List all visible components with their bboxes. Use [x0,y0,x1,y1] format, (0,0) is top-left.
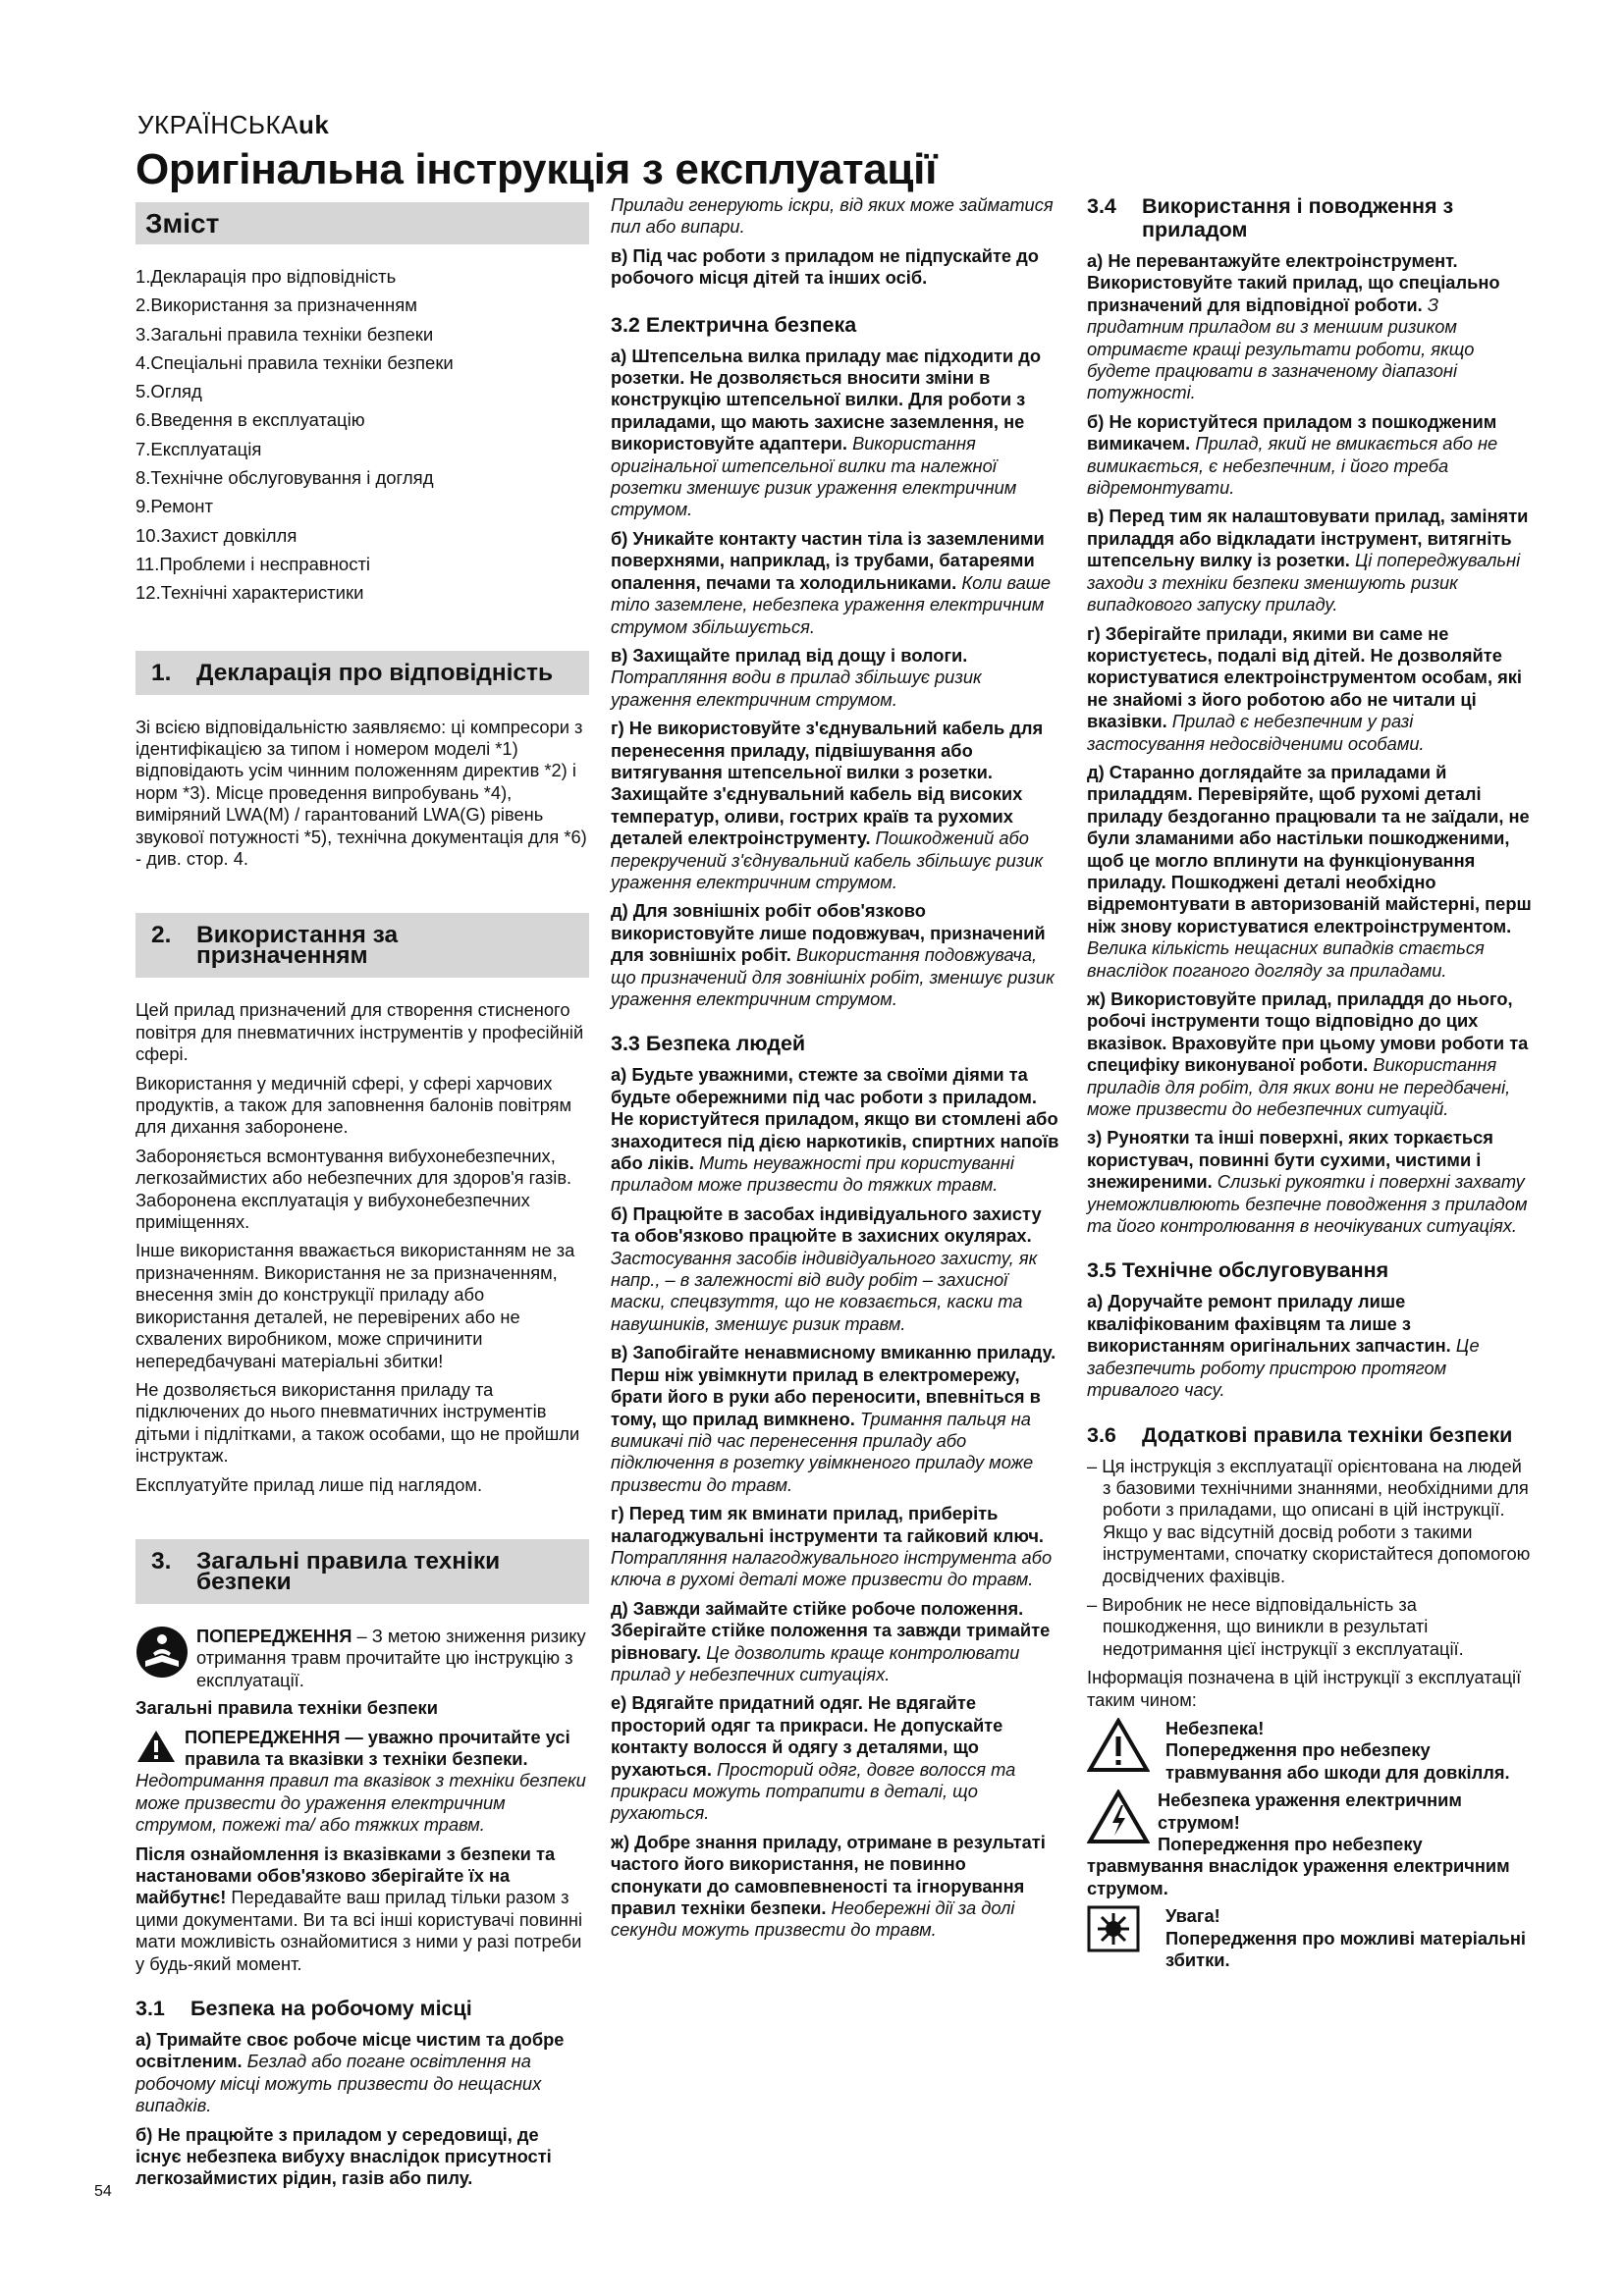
toc-item[interactable]: 9.Ремонт [135,496,213,517]
column-1 [135,202,589,2197]
electric-title: Небезпека ураження електричним струмом! [1158,1789,1462,1833]
rule-3-1-b-cont [611,194,1060,239]
rule-bold: ж) Добре знання приладу, отримане в результаті частого його використання, не повинно спонукати до самовпевненості та ігнорування правил техніки безпеки. [611,1831,1046,1919]
rule-italic: Необережні дії за долі секунди можуть призвести до травм. [611,1897,1015,1941]
rule-3-4-zh [1087,988,1535,1120]
rule-italic: Це дозволить краще контролювати прилад у небезпечних ситуаціях. [611,1641,1020,1684]
electric-text: Попередження про небезпеку травмування внаслідок ураження електричним струмом. [1087,1834,1510,1898]
rule-bold: г) Зберігайте прилади, якими ви саме не користуєтесь, подалі від дітей. Не дозволяйте користуватися електроінструментом особам, які не знайомі з його роботою або не читали ці вказівки. [1087,622,1522,732]
rule-italic: Використання приладів для робіт, для яких вони не передбачені, може призвести до небезпечних ситуацій. [1087,1054,1511,1120]
language-name: УКРАЇНСЬКА [137,110,298,139]
rule-bold: а) Штепсельна вилка приладу має підходити до розетки. Не дозволяється вносити зміни в конструкцію штепсельної вилки. Для роботи з приладами, що мають захисне заземлення, не використовуйте адаптери. [611,345,1041,454]
rule-3-2-v [611,645,1060,711]
rule-italic: Ці попереджувальні заходи з техніки безпеки зменшують ризик випадкового запуску приладу. [1087,550,1521,615]
toc-heading: Зміст [135,202,589,244]
section-3-5-heading: 3.5 Технічне обслуговування [1087,1258,1389,1283]
toc-item[interactable]: 2.Використання за призначенням [135,294,417,316]
rule-bold: д) Для зовнішніх робіт обов'язково використовуйте лише подовжувач, призначений для зовнішніх робіт. [611,900,1046,966]
rule-3-5-a [1087,1291,1535,1401]
rule-bold: д) Старанно доглядайте за приладами й приладдям. Перевіряйте, щоб рухомі деталі приладу бездоганно працювали та не заїдали, не були зламаними або настільки пошкодженими, щоб це могло вплинути на функціонування приладу. Пошкоджені деталі необхідно відремонтувати в авторизованій майстерні, перш ніж знову користуватися електроінструментом. [1087,761,1532,936]
keep-bold-text: Після ознайомлення із вказівками з безпеки та настановами обов'язково зберігайте їх на майбутнє! [135,1842,556,1908]
rule-3-3-b [611,1203,1060,1335]
section-title: Безпека на робочому місці [190,1997,472,2021]
rule-italic: Мить неуважності при користуванні приладом може призвести до тяжких травм. [611,1152,1014,1196]
rule-italic: Використання подовжувача, що призначений для зовнішніх робіт, зменшує ризик ураження електричним струмом. [611,944,1055,1009]
section-3-4-heading [1087,194,1535,241]
toc-item[interactable]: 11.Проблеми і несправності [135,553,371,574]
document-title: Оригінальна інструкція з експлуатації [135,145,938,193]
dash-item: – Виробник не несе відповідальність за пошкодження, що виникли в результаті недотримання цієї інструкції з експлуатації. [1087,1593,1464,1659]
section-number: 3.4 [1087,194,1116,218]
section-3-6-heading [1087,1423,1535,1447]
rule-bold: а) Тримайте своє робоче місце чистим та добре освітленим. [135,2029,565,2072]
keep-instructions [135,1843,589,1975]
rule-3-3-e [611,1692,1060,1824]
rule-bold: е) Вдягайте придатний одяг. Не вдягайте просторий одяг та прикраси. Не допускайте контакту волосся й одягу з деталями, що рухаються. [611,1692,1003,1780]
general-rules-heading: Загальні правила техніки безпеки [135,1697,438,1719]
toc-item[interactable]: 5.Огляд [135,381,202,402]
rule-italic: Прилади генерують іскри, від яких може займатися пил або випари. [611,194,1054,238]
keep-text: Передавайте ваш прилад тільки разом з цими документами. Ви та всі інші користувачі повинні мати можливість ознайомитися з ними у разі потреби у будь-який момент. [135,1887,583,1974]
rule-3-4-d [1087,762,1535,982]
rule-bold: в) Захищайте прилад від дощу і вологи. [611,644,968,666]
dash-item: – Ця інструкція з експлуатації орієнтована на людей з базовими технічними знаннями, необхідними для роботи з приладами, що описані в цій інструкції. Якщо у вас відсутній досвід роботи з такими інструментами, спочатку скористайтеся допомогою досвідчених фахівців. [1087,1455,1531,1586]
danger-title: Небезпека! [1165,1717,1265,1738]
rule-italic: Застосування засобів індивідуального захисту, як напр., – в залежності від виду робіт – захисної маски, спецвзуття, що не ковзається, каски та навушників, зменшує ризик травм. [611,1247,1038,1334]
rule-3-4-g [1087,623,1535,755]
rule-italic: З придатним приладом ви з меншим ризиком отримаєте кращі результати роботи, якщо будете працювати в зазначеному діапазоні потужності. [1087,294,1475,403]
warning-bold-text: ПОПЕРЕДЖЕННЯ — уважно прочитайте усі правила та вказівки з техніки безпеки. [185,1726,570,1769]
toc-item[interactable]: 1.Декларація про відповідність [135,266,397,287]
rule-3-2-d [611,900,1060,1010]
general-warning [135,1727,589,1837]
toc-item[interactable]: 10.Захист довкілля [135,524,298,546]
section-3-3-heading: 3.3 Безпека людей [611,1032,806,1056]
attention-title: Увага! [1165,1905,1220,1927]
rule-bold: а) Не перевантажуйте електроінструмент. Використовуйте такий прилад, що спеціально призначений для відповідної роботи. [1087,250,1500,315]
rule-bold: г) Не використовуйте з'єднувальний кабель для перенесення приладу, підвішування або витягування штепсельної вилки з розетки. Захищайте з'єднувальний кабель від високих температур, оливи, гострих країв та рухомих деталей електроінструменту. [611,718,1044,849]
rule-bold: а) Доручайте ремонт приладу лише кваліфікованим фахівцям та лише з використанням оригінальних запчастин. [1087,1291,1451,1357]
section-title: Декларація про відповідність [196,659,554,686]
rule-3-3-g [611,1503,1060,1591]
attention-icon [1087,1905,1158,1952]
rule-bold: г) Перед тим як вминати прилад, приберіть налагоджувальні інструменти та гайковий ключ. [611,1503,1045,1546]
section-number: 3. [151,1547,172,1575]
section-title: Загальні правила техніки безпеки [196,1547,501,1595]
sec2-paragraph: Цей прилад призначений для створення стисненого повітря для пневматичних інструментів у професійній сфері. [135,999,584,1065]
rule-bold: б) Не користуйтеся приладом з пошкодженим вимикачем. [1087,410,1497,454]
rule-italic: Використання оригінальної штепсельної вилки та належної розетки зменшує ризик ураження електричним струмом. [611,433,1017,520]
dash-list [1087,1456,1535,1661]
section-3-1-heading [135,1997,589,2020]
sec2-paragraph: Інше використання вважається використанням не за призначенням. Використання не за призначенням, внесення змін до конструкції приладу або використання деталей, не перевірених або не схвалених виробником, може спричинити непередбачувані матеріальні збитки! [135,1240,575,1371]
section-3-heading [135,1539,589,1604]
rule-italic: Просторий одяг, довге волосся та прикраси можуть потрапити в деталі, що рухаються. [611,1758,1016,1824]
warning-label: ПОПЕРЕДЖЕННЯ [196,1625,352,1646]
sec2-paragraph: Забороняється всмонтування вибухонебезпечних, легкозаймистих або небезпечних для здоров'я газів. Заборонена експлуатація у вибухонебезпечних приміщеннях. [135,1145,572,1233]
rule-bold: д) Завжди займайте стійке робоче положення. Зберігайте стійке положення та завжди тримайте рівновагу. [611,1597,1051,1663]
rule-italic: Коли ваше тіло заземлене, небезпека ураження електричним струмом збільшується. [611,571,1052,637]
sec2-paragraph: Експлуатуйте прилад лише під наглядом. [135,1473,483,1495]
toc-item[interactable]: 6.Введення в експлуатацію [135,409,365,431]
rule-3-4-v [1087,506,1535,615]
rule-bold: в) Перед тим як налаштовувати прилад, заміняти приладдя або відкладати інструмент, витягніть штепсельну вилку із розетки. [1087,506,1529,571]
rule-3-2-g [611,718,1060,893]
rule-bold: а) Будьте уважними, стежте за своїми діями та будьте обережними під час роботи з приладом. Не користуйтеся приладом, якщо ви стомлені або знаходитеся під дією наркотиків, спиртних напоїв або ліків. [611,1064,1059,1174]
rule-3-2-b [611,528,1060,638]
rule-bold: ж) Використовуйте прилад, приладдя до нього, робочі інструменти тощо відповідно до цих вказівок. Враховуйте при цьому умови роботи та специфіку виконуваної роботи. [1087,988,1529,1076]
danger-triangle-icon [1087,1718,1158,1773]
rule-italic: Потрапляння налагоджувального інструмента або ключа в рухомі деталі може призвести до травм. [611,1546,1053,1590]
rule-bold: в) Запобігайте ненавмисному вмиканню приладу. Перш ніж увімкнути прилад в електромережу, брати його в руки або переносити, впевніться в тому, що прилад вимкнено. [611,1342,1056,1429]
toc-item[interactable]: 3.Загальні правила техніки безпеки [135,323,434,345]
toc-item[interactable]: 12.Технічні характеристики [135,582,364,604]
rule-bold: б) Не працюйте з приладом у середовищі, де існує небезпека вибуху внаслідок присутності легкозаймистих рідин, газів або пилу. [135,2123,552,2189]
rule-italic: Прилад є небезпечним у разі застосування недосвідченими особами. [1087,711,1425,754]
section-number: 3.6 [1087,1422,1116,1447]
rule-italic: Прилад, який не вмикається або не вимикається, є небезпечним, і його треба відремонтувати. [1087,433,1498,499]
section-title: Використання і поводження з приладом [1142,194,1454,241]
info-intro: Інформація позначена в цій інструкції з експлуатації таким чином: [1087,1667,1522,1710]
danger-text: Попередження про небезпеку травмування або шкоди для довкілля. [1165,1739,1510,1783]
toc-item[interactable]: 8.Технічне обслуговування і догляд [135,467,434,489]
warning-triangle-icon [135,1729,177,1764]
section-3-2-heading: 3.2 Електрична безпека [611,312,857,337]
rule-3-4-z [1087,1127,1535,1237]
sec1-text: Зі всією відповідальністю заявляємо: ці компресори з ідентифікацією за типом і номером моделі *1) відповідають усім чинним положенням директив *2) і норм *3). Місце проведення випробувань *4), виміряний LWA(M) / гарантований LWA(G) рівень звукової потужності *5), технічна документація для *6) - див. стор. 4. [135,716,587,869]
rule-italic: Безлад або погане освітлення на робочому місці можуть призвести до нещасних випадків. [135,2051,542,2116]
rule-3-3-zh [611,1832,1060,1942]
rule-bold: б) Працюйте в засобах індивідуального захисту та обов'язково працюйте в захисних окулярах. [611,1202,1042,1247]
warning-italic-text: Недотримання правил та вказівок з техніки безпеки може призвести до ураження електричним струмом, пожежі та/ або тяжких травм. [135,1770,586,1836]
toc-item[interactable]: 7.Експлуатація [135,438,262,459]
section-number: 1. [151,659,172,686]
rule-3-3-v [611,1342,1060,1496]
rule-3-3-a [611,1064,1060,1196]
attention-notice [1087,1905,1535,1971]
danger-notice [1087,1718,1535,1784]
electric-notice [1087,1789,1535,1899]
toc-item[interactable]: 4.Спеціальні правила техніки безпеки [135,351,454,373]
read-manual-icon [135,1626,189,1679]
section-1-heading [135,651,589,695]
attention-text: Попередження про можливі матеріальні збитки. [1165,1927,1526,1971]
rule-3-2-a [611,346,1060,521]
language-label [137,110,329,140]
rule-3-3-d [611,1598,1060,1686]
sec2-paragraph: Використання у медичній сфері, у сфері харчових продуктів, а також для заповнення балонів повітрям для дихання заборонене. [135,1072,572,1138]
column-3 [1087,194,1535,1977]
column-2 [611,194,1060,1949]
rule-3-4-a [1087,250,1535,404]
section-title: Додаткові правила техніки безпеки [1142,1422,1513,1447]
section-number: 2. [151,922,172,949]
page-number: 54 [94,2183,112,2200]
rule-3-4-b [1087,411,1535,500]
rule-3-1-v: в) Під час роботи з приладом не підпускайте до робочого місця дітей та інших осіб. [611,244,1039,289]
rule-italic: Слизькі рукоятки і поверхні захвату унеможливлюють безпечне поводження з приладом та його контролювання в неочікуваних ситуаціях. [1087,1171,1528,1237]
rule-3-1-a [135,2029,589,2117]
rule-italic: Велика кількість нещасних випадків стається внаслідок поганого догляду за приладами. [1087,937,1485,981]
sec2-paragraph: Не дозволяється використання приладу та підключених до нього пневматичних інструментів дітьми і підлітками, а також особами, що не пройшли інструктаж. [135,1378,580,1467]
section-title: Використання за призначенням [196,922,399,970]
toc-list [135,262,589,608]
rule-bold: б) Уникайте контакту частин тіла із заземленими поверхнями, наприклад, із трубами, батареями опалення, печами та холодильниками. [611,527,1045,593]
section-2-heading [135,913,589,978]
rule-italic: Тримання пальця на вимикачі під час перенесення приладу або підключення в розетку увімкненого приладу може призвести до травм. [611,1408,1034,1495]
rule-italic: Це забезпечить роботу пристрою протягом тривалого часу. [1087,1335,1480,1401]
rule-italic: Пошкоджений або перекручений з'єднувальний кабель збільшує ризик ураження електричним струмом. [611,828,1044,892]
read-manual-warning [135,1626,589,1691]
section-number: 3.1 [135,1997,165,2021]
warning-text: – З метою зниження ризику отримання травм прочитайте цю інструкцію з експлуатації. [196,1625,586,1690]
electric-hazard-icon [1087,1789,1158,1844]
rule-italic: Потрапляння води в прилад збільшує ризик ураження електричним струмом. [611,667,982,710]
rule-bold: з) Руноятки та інші поверхні, яких торкається користувач, повинні бути сухими, чистими і знежиреними. [1087,1127,1493,1193]
language-code: uk [298,110,330,139]
rule-3-1-b-start [135,2124,589,2190]
